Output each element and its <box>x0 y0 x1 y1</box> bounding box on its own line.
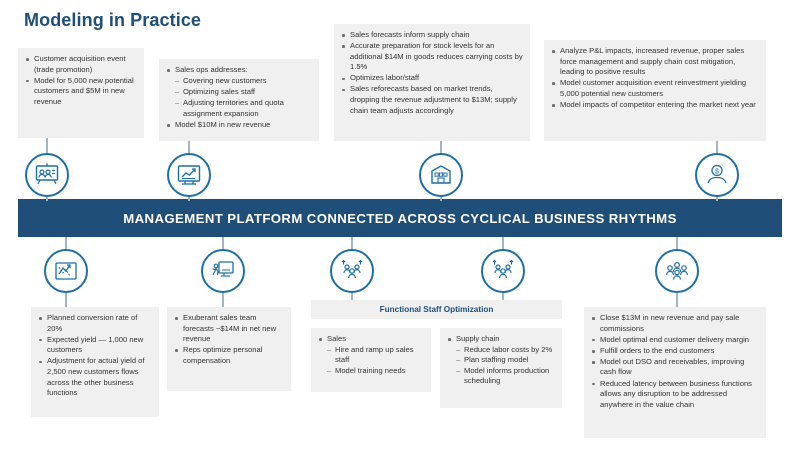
functional-staff-header <box>311 300 562 319</box>
list-item: Fulfill orders to the end customers <box>591 346 759 357</box>
list-item: Model impacts of competitor entering the market next year <box>551 100 759 111</box>
list-item: – Hire and ramp up sales staff <box>318 345 424 366</box>
connector-line <box>351 293 353 300</box>
people-group-icon <box>664 258 690 284</box>
list-item: – Reduce labor costs by 2% <box>447 345 555 356</box>
connector-line <box>351 237 353 249</box>
presentation-board-icon <box>34 162 60 188</box>
note-list <box>591 313 759 410</box>
list-item: Sales <box>318 334 424 345</box>
list-item: – Optimizing sales staff <box>166 87 312 98</box>
page-title: Modeling in Practice <box>24 10 202 30</box>
list-item: Exuberant sales team forecasts ~$14M in net new revenue <box>174 313 284 345</box>
list-item: Analyze P&L impacts, increased revenue, proper sales force management and supply chain cost mitigation, leading to positive results <box>551 46 759 78</box>
note-planned-conversion <box>31 307 159 417</box>
list-item: Accurate preparation for stock levels for an additional $14M in goods reduces carrying costs by 1.5% <box>341 41 523 73</box>
connector-line <box>65 237 67 249</box>
runner-presentation-icon <box>210 258 236 284</box>
note-sales-column <box>311 328 431 392</box>
list-item: – Covering new customers <box>166 76 312 87</box>
note-customer-acquisition <box>18 48 144 138</box>
list-item: Customer acquisition event (trade promotion) <box>25 54 137 75</box>
icon-warehouse <box>419 153 463 197</box>
note-finance-impacts <box>544 40 766 141</box>
list-item: – Plan staffing model <box>447 355 555 366</box>
note-list <box>318 334 424 376</box>
note-supply-chain-column <box>440 328 562 408</box>
list-item: Reps optimize personal compensation <box>174 345 284 366</box>
people-up-arrows-icon <box>339 258 365 284</box>
connector-line <box>676 293 678 307</box>
connector-line <box>46 197 48 201</box>
connector-line <box>502 293 504 300</box>
connector-line <box>46 138 48 154</box>
connector-line <box>676 237 678 249</box>
note-cash-flow <box>584 307 766 438</box>
icon-trend-arrows <box>44 249 88 293</box>
note-list <box>174 313 284 366</box>
connector-line <box>502 237 504 249</box>
list-item: Supply chain <box>447 334 555 345</box>
list-item: – Model informs production scheduling <box>447 366 555 387</box>
icon-people-group <box>655 249 699 293</box>
connector-line <box>65 293 67 307</box>
list-item: – Model training needs <box>318 366 424 377</box>
connector-line <box>716 197 718 201</box>
money-hand-icon <box>704 162 730 188</box>
list-item: Sales reforecasts based on market trends, dropping the revenue adjustment to $13M; supply chain team adjusts accordingly <box>341 84 523 116</box>
icon-money-hand <box>695 153 739 197</box>
list-item: – Adjusting territories and quota assignment expansion <box>166 98 312 119</box>
note-list <box>551 46 759 111</box>
connector-line <box>222 237 224 249</box>
connector-line <box>188 197 190 201</box>
note-exuberant-sales-team <box>167 307 291 391</box>
list-item: Optimizes labor/staff <box>341 73 523 84</box>
note-sales-ops <box>159 59 319 141</box>
list-item: Model out DSO and receivables, improving cash flow <box>591 357 759 378</box>
banner: MANAGEMENT PLATFORM CONNECTED ACROSS CYCLICAL BUSINESS RHYTHMS <box>18 199 782 237</box>
connector-line <box>440 197 442 201</box>
icon-growth-chart <box>167 153 211 197</box>
note-supply-chain-forecast <box>334 24 530 141</box>
warehouse-icon <box>428 162 454 188</box>
functional-staff-title: Functional Staff Optimization <box>379 305 494 314</box>
list-item: Sales ops addresses: <box>166 65 312 76</box>
growth-chart-icon <box>176 162 202 188</box>
list-item: Sales forecasts inform supply chain <box>341 30 523 41</box>
svg-text:$: $ <box>715 168 719 176</box>
icon-people-up-arrows-right <box>481 249 525 293</box>
list-item: Reduced latency between business functions allows any disruption to be addressed anywhere in the value chain <box>591 379 759 411</box>
list-item: Model $10M in new revenue <box>166 120 312 131</box>
note-list <box>166 65 312 131</box>
note-list <box>38 313 152 399</box>
note-list <box>447 334 555 387</box>
list-item: Model optimal end customer delivery margin <box>591 335 759 346</box>
list-item: Model for 5,000 new potential customers and $5M in new revenue <box>25 76 137 108</box>
connector-line <box>222 293 224 307</box>
icon-people-up-arrows-left <box>330 249 374 293</box>
trend-arrows-icon <box>53 258 79 284</box>
note-list <box>25 54 137 107</box>
note-list <box>341 30 523 116</box>
icon-runner-presentation <box>201 249 245 293</box>
list-item: Planned conversion rate of 20% <box>38 313 152 334</box>
icon-presentation-board <box>25 153 69 197</box>
list-item: Model customer acquisition event reinvestment yielding 5,000 potential new customers <box>551 78 759 99</box>
list-item: Adjustment for actual yield of 2,500 new customers flows across the other business functions <box>38 356 152 398</box>
list-item: Close $13M in new revenue and pay sale commissions <box>591 313 759 334</box>
people-up-arrows-icon <box>490 258 516 284</box>
list-item: Expected yield — 1,000 new customers <box>38 335 152 356</box>
